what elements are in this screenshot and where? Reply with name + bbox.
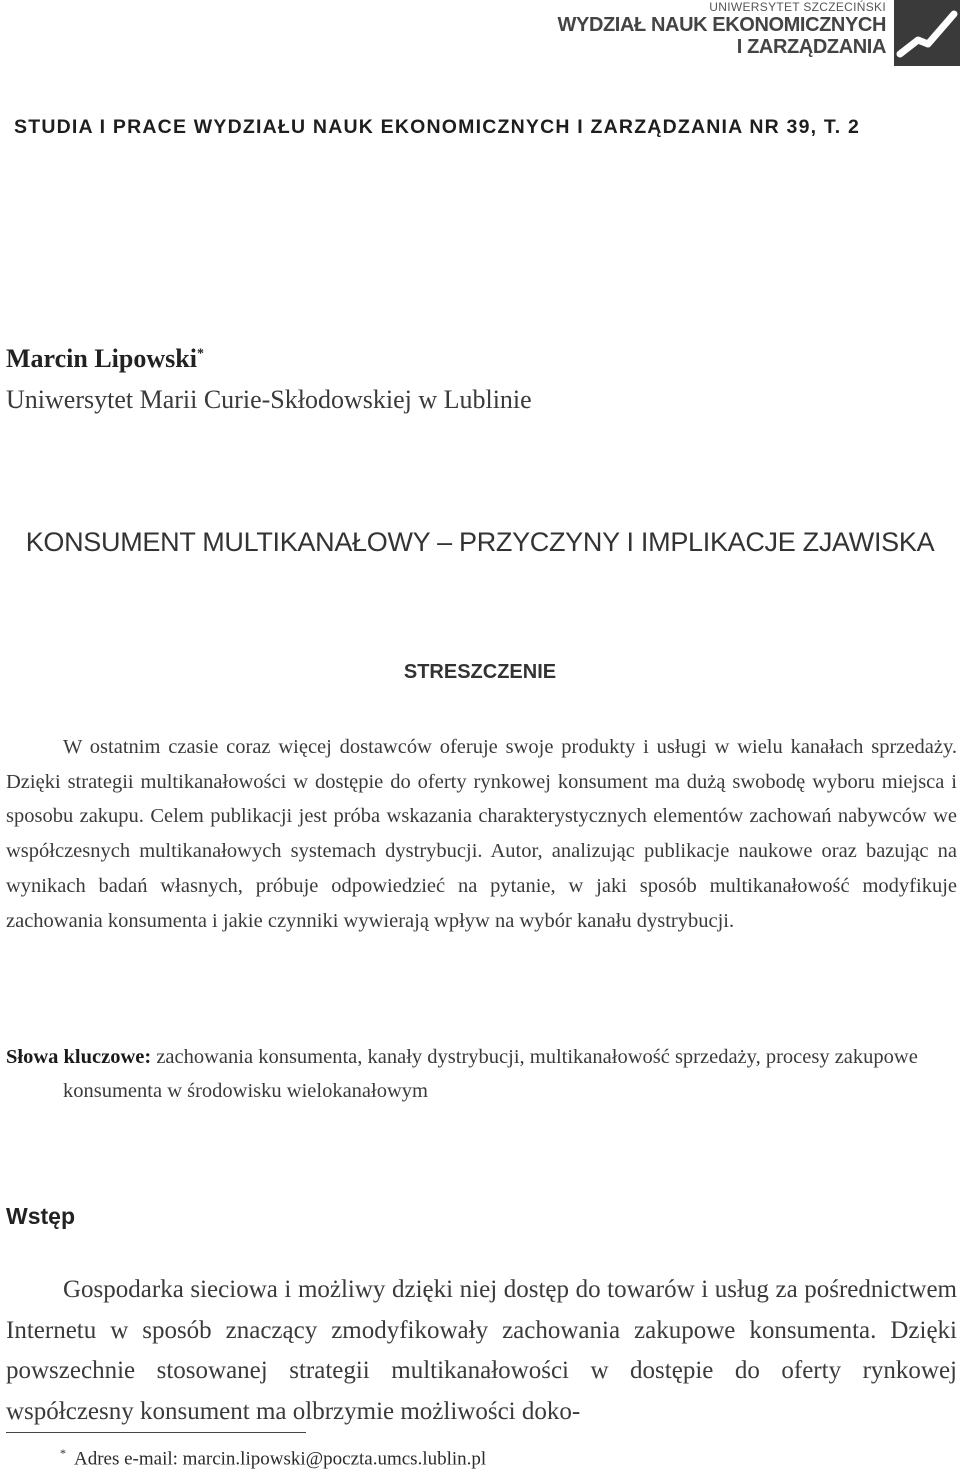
logo-text	[558, 0, 886, 58]
footnote-text: Adres e-mail: marcin.lipowski@poczta.umcs.lublin.pl	[74, 1448, 487, 1470]
footnote-marker: *	[60, 1446, 66, 1460]
author-affiliation: Uniwersytet Marii Curie-Skłodowskiej w Lublinie	[6, 385, 532, 414]
abstract-heading: STRESZCZENIE	[403, 661, 557, 683]
paper-title: KONSUMENT MULTIKANAŁOWY – PRZYCZYNY I IMPLIKACJE ZJAWISKA	[25, 527, 935, 557]
keywords-label: Słowa kluczowe:	[6, 1046, 152, 1068]
footnote-divider	[6, 1432, 306, 1433]
section-heading: Wstęp	[6, 1203, 75, 1229]
university-name: UNIWERSYTET SZCZECIŃSKI	[709, 0, 886, 14]
faculty-logo	[490, 0, 960, 80]
section-text: Gospodarka sieciowa i możliwy dzięki niej dostęp do towarów i usług za pośrednictwem Internetu w sposób znaczący zmodyfikowały zachowania zakupowe konsumenta. Dzięki powszechnie stosowanej strategii multikanałowości w dostępie do oferty rynkowej współczesny konsument ma olbrzymie możliwości doko-	[6, 1276, 957, 1425]
faculty-name-line2: I ZARZĄDZANIA	[736, 36, 886, 58]
abstract-text: W ostatnim czasie coraz więcej dostawców oferuje swoje produkty i usługi w wielu kanałach sprzedaży. Dzięki strategii multikanałowości w dostępie do oferty rynkowej konsument ma dużą swobodę wyboru miejsca i sposobu zakupu. Celem publikacji jest próba wskazania charakterystycznych elementów zachowań nabywców we współczesnych multikanałowych systemach dystrybucji. Autor, analizując publikacje naukowe oraz bazując na wynikach badań własnych, próbuje odpowiedzieć na pytanie, w jaki sposób multikanałowość modyfikuje zachowania konsumenta i jakie czynniki wywierają wpływ na wybór kanału dystrybucji.	[6, 736, 957, 932]
author-name-text: Marcin Lipowski	[6, 344, 197, 373]
author-footnote-marker: *	[196, 346, 204, 362]
footnote	[60, 1446, 486, 1470]
rising-line-icon	[894, 0, 960, 66]
journal-series: STUDIA I PRACE WYDZIAŁU NAUK EKONOMICZNYCH I ZARZĄDZANIA NR 39, T. 2	[14, 116, 861, 138]
author-name	[6, 344, 204, 374]
keywords-text: zachowania konsumenta, kanały dystrybucji, multikanałowość sprzedaży, procesy zakupowe konsumenta w środowisku wielokanałowym	[63, 1046, 918, 1102]
keywords	[6, 1040, 957, 1108]
faculty-name-line1: WYDZIAŁ NAUK EKONOMICZNYCH	[557, 14, 886, 36]
